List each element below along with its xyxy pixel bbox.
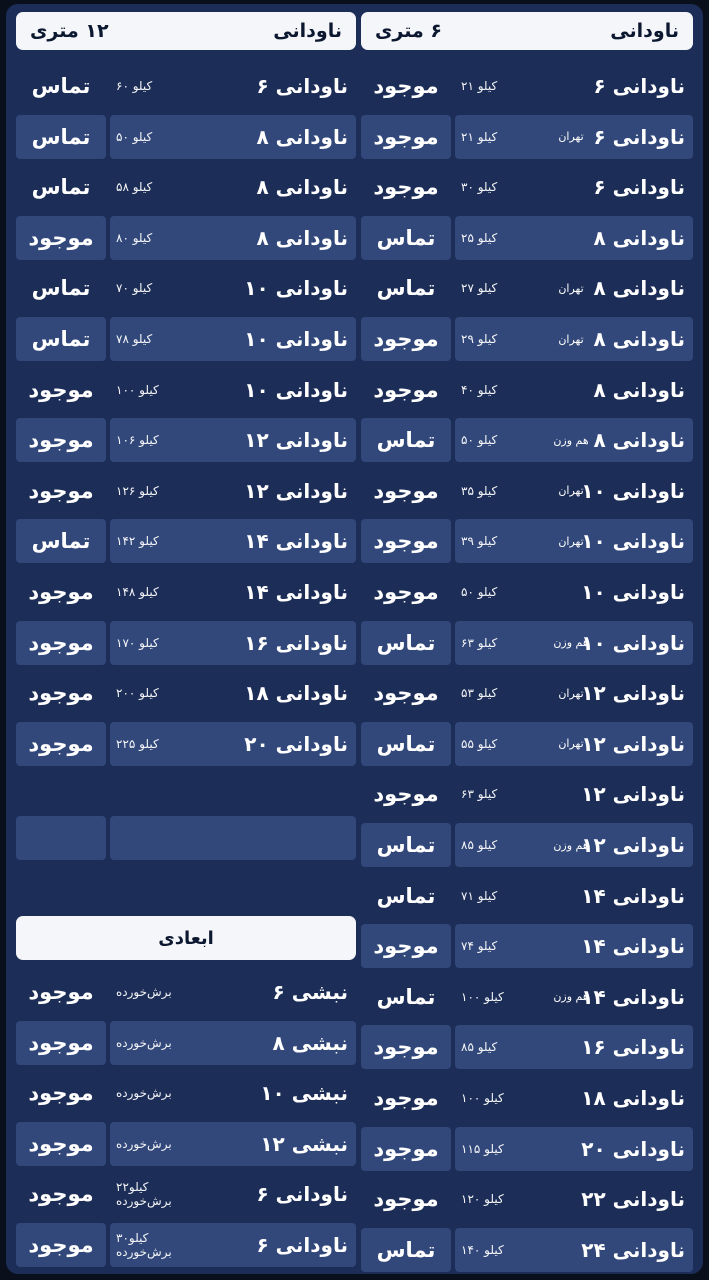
product-weight: ۵۳ کیلو [461,686,498,701]
abadi-row [16,1223,356,1267]
six-meter-row [361,772,693,816]
six-meter-row-status-cell [361,1228,451,1272]
six-meter-row-weight-cell [455,570,693,614]
six-meter-row [361,165,693,209]
six-meter-header-length: ۶ متری [375,20,442,42]
note-cell [541,975,601,1019]
six-meter-row-status-cell [361,1127,451,1171]
product-name: ناودانی ۸ [593,225,685,250]
note-cell [541,418,601,462]
product-name: ناودانی ۱۴ [581,934,685,959]
six-meter-row [361,368,693,412]
product-weight: ۷۱ کیلو [461,888,498,903]
six-meter-row-status-cell [361,64,451,108]
six-meter-row-status-cell [361,115,451,159]
status-label: موجود [373,529,439,554]
six-meter-row-weight-cell [455,1025,693,1069]
status-label: موجود [28,630,94,655]
product-name: ناودانی ۱۶ [581,1035,685,1060]
abadi-row-weight-cell [110,1071,190,1115]
six-meter-row-weight-cell [455,1127,693,1171]
six-meter-row-status-cell [361,1076,451,1120]
product-weight: ۷۴ کیلو [461,939,498,954]
product-name: نبشی ۱۰ [260,1081,348,1106]
status-label: موجود [373,74,439,98]
six-meter-row [361,115,693,159]
six-meter-row-weight-cell [455,165,693,209]
status-label: موجود [373,934,439,959]
six-meter-row [361,722,693,766]
product-name: ناودانی ۱۴ [244,529,348,554]
abadi-row [16,1021,356,1065]
product-weight: ۸۵ کیلو [461,838,498,852]
six-meter-row-status-cell [361,368,451,412]
status-label: موجود [28,1030,94,1055]
product-detail: ۲۲کیلو برش‌خورده [116,1180,172,1209]
status-label: موجود [28,377,94,402]
product-name: ناودانی ۶ [256,74,348,98]
product-weight: ۵۸ کیلو [116,180,153,195]
note-cell [541,519,601,563]
product-name: ناودانی ۲۲ [581,1187,685,1212]
status-label: موجود [373,124,439,149]
six-meter-row-status-cell [361,317,451,361]
six-meter-row [361,1127,693,1171]
status-label: تماس [376,984,436,1009]
product-name: نبشی ۱۲ [260,1131,348,1156]
product-weight: ۸۰ کیلو [116,230,153,245]
product-name: نبشی ۸ [272,1030,348,1055]
six-meter-row-status-cell [361,621,451,665]
product-name: ناودانی ۱۲ [581,731,685,756]
product-weight: ۵۵ کیلو [461,736,498,751]
product-name: ناودانی ۸ [593,276,685,301]
six-meter-row [361,975,693,1019]
status-label: موجود [28,478,94,503]
abadi-row [16,1172,356,1216]
product-weight: ۳۹ کیلو [461,534,498,549]
status-label: موجود [28,731,94,756]
status-label: تماس [376,1237,436,1262]
status-label: موجود [28,1233,94,1257]
product-name: ناودانی ۸ [593,327,685,351]
six-meter-row [361,874,693,918]
product-weight: ۲۷ کیلو [461,281,498,296]
six-meter-row-status-cell [361,216,451,260]
product-name: ناودانی ۶ [593,74,685,98]
note-cell [541,722,601,766]
abadi-column [16,4,356,1274]
six-meter-row-weight-cell [455,368,693,412]
abadi-row-status-cell [16,1223,106,1267]
abadi-row [16,1122,356,1166]
product-weight: ۱۴۲ کیلو [116,534,159,549]
product-weight: ۲۵ کیلو [461,230,498,245]
product-weight: ۶۳ کیلو [461,787,498,802]
product-weight: ۷۰ کیلو [116,281,153,296]
product-name: ناودانی ۸ [256,175,348,200]
status-label: تماس [376,276,436,301]
product-name: ناودانی ۲۴ [581,1237,685,1262]
status-label: موجود [28,1081,94,1106]
status-label: موجود [28,1182,94,1207]
product-weight: ۱۴۰ کیلو [461,1242,504,1257]
product-weight: ۱۰۰ کیلو [461,1091,504,1105]
product-name: ناودانی ۶ [256,1233,348,1257]
six-meter-row [361,418,693,462]
abadi-row-weight-cell [110,970,190,1014]
note-cell [541,266,601,310]
product-weight: ۵۰ کیلو [116,129,153,144]
six-meter-row-status-cell [361,570,451,614]
note-cell [541,115,601,159]
status-label: موجود [373,782,439,807]
product-name: ناودانی ۱۲ [581,782,685,807]
product-weight: ۱۲۰ کیلو [461,1192,504,1207]
product-name: ناودانی ۱۶ [244,630,348,655]
product-note: تهران [558,484,584,498]
product-weight: ۱۴۸ کیلو [116,585,159,599]
abadi-row-weight-cell [110,1223,190,1267]
product-name: ناودانی ۱۰ [244,276,348,301]
product-weight: ۱۷۰ کیلو [116,635,159,650]
six-meter-row-status-cell [361,266,451,310]
status-label: موجود [28,1131,94,1156]
twelve-meter-header-title: ناودانی [273,20,342,42]
product-name: ناودانی ۱۴ [581,883,685,908]
abadi-row-status-cell [16,1071,106,1115]
six-meter-row-status-cell [361,823,451,867]
six-meter-row [361,823,693,867]
status-label: موجود [373,1035,439,1060]
product-note: هم وزن [553,990,589,1004]
six-meter-row [361,570,693,614]
product-note: هم وزن [553,636,589,650]
product-weight: ۸۵ کیلو [461,1040,498,1055]
product-detail: برش‌خورده [116,985,172,999]
product-name: ناودانی ۱۴ [244,580,348,604]
six-meter-row-weight-cell [455,1177,693,1221]
product-name: ناودانی ۸ [256,124,348,149]
product-name: ناودانی ۱۲ [581,833,685,857]
product-weight: ۲۲۵ کیلو [116,736,159,751]
six-meter-header [361,12,693,50]
status-label: موجود [28,428,94,453]
product-name: ناودانی ۱۸ [244,681,348,706]
six-meter-row-weight-cell [455,924,693,968]
status-label: تماس [31,175,91,200]
abadi-row-status-cell [16,1021,106,1065]
product-name: ناودانی ۱۰ [244,377,348,402]
product-detail: برش‌خورده [116,1035,172,1050]
status-label: موجود [373,681,439,706]
abadi-row [16,1071,356,1115]
status-label: موجود [373,1136,439,1161]
six-meter-row-status-cell [361,874,451,918]
status-label: موجود [373,580,439,604]
product-weight: ۴۰ کیلو [461,382,498,397]
abadi-row-weight-cell [110,1172,190,1216]
six-meter-row [361,519,693,563]
abadi-row-status-cell [16,1122,106,1166]
six-meter-row [361,469,693,513]
product-name: ناودانی ۱۸ [581,1086,685,1110]
product-note: تهران [558,737,584,751]
status-label: موجود [28,580,94,604]
six-meter-row [361,1076,693,1120]
six-meter-row-status-cell [361,1177,451,1221]
six-meter-row [361,1177,693,1221]
product-name: ناودانی ۶ [593,175,685,200]
product-note: هم وزن [553,433,589,447]
product-name: ناودانی ۸ [593,428,685,453]
product-note: هم وزن [553,838,589,852]
product-weight: ۵۰ کیلو [461,433,498,448]
product-weight: ۱۰۶ کیلو [116,433,159,448]
product-weight: ۵۰ کیلو [461,585,498,599]
product-note: تهران [558,281,584,295]
six-meter-header-title: ناودانی [610,20,679,42]
product-weight: ۶۳ کیلو [461,635,498,650]
product-name: ناودانی ۱۰ [581,630,685,655]
six-meter-row-status-cell [361,722,451,766]
price-list-board [6,4,703,1274]
status-label: موجود [28,225,94,250]
twelve-meter-header-length: ۱۲ متری [30,20,109,42]
product-name: نبشی ۶ [272,980,348,1004]
product-name: ناودانی ۱۲ [581,681,685,706]
abadi-row-weight-cell [110,1021,190,1065]
status-label: تماس [31,327,91,351]
product-weight: ۳۵ کیلو [461,483,498,498]
status-label: تماس [376,428,436,453]
product-note: تهران [558,332,584,346]
six-meter-row-status-cell [361,772,451,816]
six-meter-row-weight-cell [455,772,693,816]
status-label: موجود [373,175,439,200]
product-name: ناودانی ۱۰ [581,580,685,604]
product-name: ناودانی ۸ [593,377,685,402]
product-name: ناودانی ۱۲ [244,428,348,453]
six-meter-row-weight-cell [455,1228,693,1272]
status-label: تماس [31,276,91,301]
note-cell [541,317,601,361]
six-meter-column [361,4,693,1274]
six-meter-row-status-cell [361,924,451,968]
abadi-row-weight-cell [110,1122,190,1166]
product-detail: ۳۰کیلو برش‌خورده [116,1231,172,1259]
six-meter-row-status-cell [361,975,451,1019]
status-label: تماس [376,630,436,655]
product-weight: ۳۰ کیلو [461,180,498,195]
status-label: موجود [28,980,94,1004]
note-cell [541,621,601,665]
product-weight: ۱۰۰ کیلو [461,989,504,1004]
abadi-row-status-cell [16,1172,106,1216]
product-detail: برش‌خورده [116,1086,172,1101]
six-meter-row [361,266,693,310]
product-name: ناودانی ۲۰ [244,731,348,756]
product-note: تهران [558,686,584,700]
six-meter-row-weight-cell [455,874,693,918]
abadi-header: ابعادی [16,916,356,960]
product-weight: ۱۲۶ کیلو [116,483,159,498]
product-detail: برش‌خورده [116,1136,172,1151]
six-meter-row [361,317,693,361]
status-label: تماس [376,883,436,908]
status-label: موجود [373,327,439,351]
six-meter-row [361,1228,693,1272]
product-weight: ۷۸ کیلو [116,332,153,346]
six-meter-row [361,216,693,260]
product-name: ناودانی ۲۰ [581,1136,685,1161]
status-label: تماس [31,529,91,554]
product-name: ناودانی ۶ [593,124,685,149]
six-meter-row-status-cell [361,519,451,563]
six-meter-row-status-cell [361,469,451,513]
product-weight: ۲۱ کیلو [461,129,498,144]
product-name: ناودانی ۸ [256,225,348,250]
six-meter-row [361,621,693,665]
product-name: ناودانی ۱۲ [244,478,348,503]
status-label: موجود [373,377,439,402]
product-weight: ۲۰۰ کیلو [116,686,159,701]
abadi-row-status-cell [16,970,106,1014]
product-weight: ۱۱۵ کیلو [461,1141,504,1156]
six-meter-row-weight-cell [455,1076,693,1120]
product-note: تهران [558,130,584,144]
status-label: تماس [31,74,91,98]
note-cell [541,823,601,867]
product-note: تهران [558,534,584,548]
status-label: تماس [376,731,436,756]
product-name: ناودانی ۱۰ [581,529,685,554]
product-name: ناودانی ۱۰ [581,478,685,503]
product-weight: ۲۱ کیلو [461,79,498,93]
six-meter-row-status-cell [361,418,451,462]
product-name: ناودانی ۱۴ [581,984,685,1009]
six-meter-row [361,671,693,715]
six-meter-row-status-cell [361,671,451,715]
status-label: تماس [376,833,436,857]
six-meter-row [361,64,693,108]
status-label: تماس [31,124,91,149]
product-name: ناودانی ۱۰ [244,327,348,351]
status-label: موجود [373,478,439,503]
status-label: موجود [28,681,94,706]
product-name: ناودانی ۶ [256,1182,348,1207]
six-meter-row-status-cell [361,1025,451,1069]
six-meter-row-weight-cell [455,216,693,260]
status-label: تماس [376,225,436,250]
six-meter-row [361,924,693,968]
product-weight: ۲۹ کیلو [461,332,498,346]
six-meter-row [361,1025,693,1069]
product-weight: ۱۰۰ کیلو [116,382,159,397]
six-meter-row-status-cell [361,165,451,209]
product-weight: ۶۰ کیلو [116,79,153,93]
note-cell [541,671,601,715]
abadi-row [16,970,356,1014]
six-meter-row-weight-cell [455,64,693,108]
status-label: موجود [373,1187,439,1212]
status-label: موجود [373,1086,439,1110]
note-cell [541,469,601,513]
